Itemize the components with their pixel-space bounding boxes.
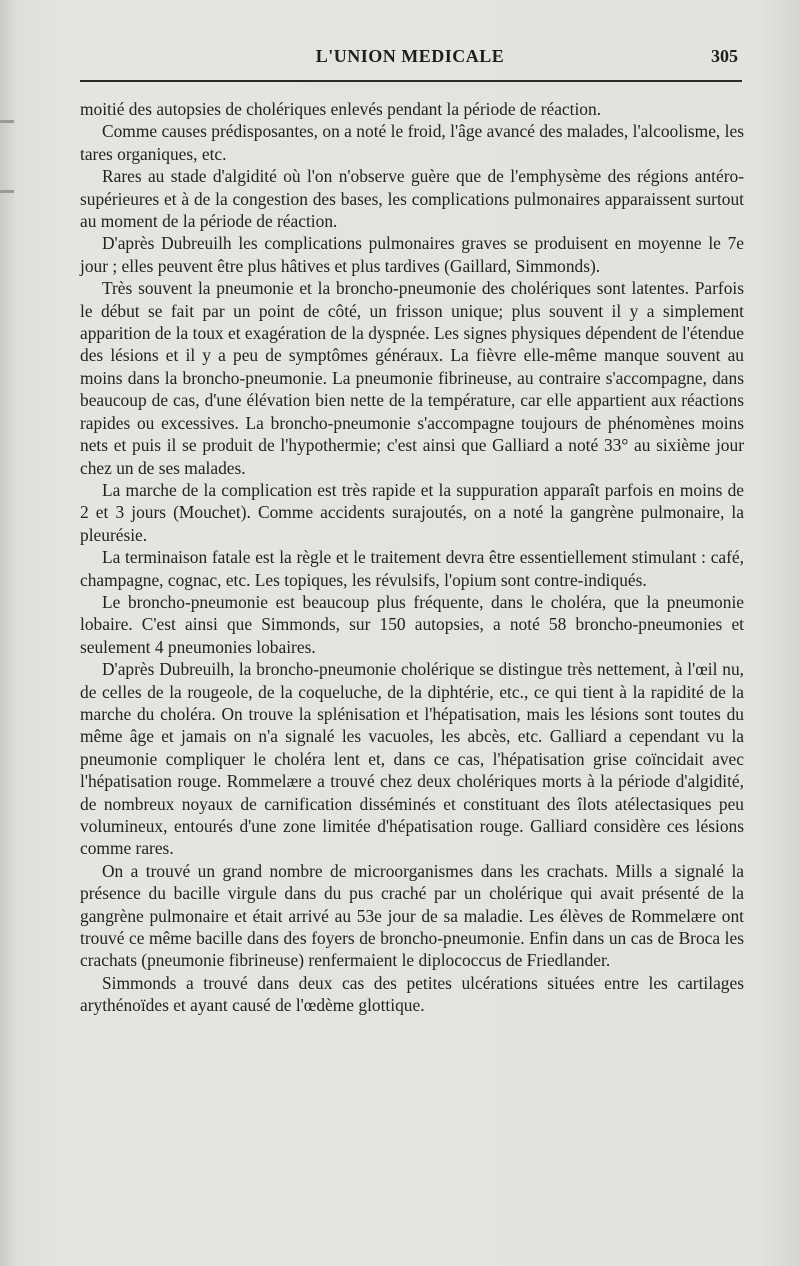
article-body (80, 98, 744, 1017)
paragraph: Le broncho-pneumonie est beaucoup plus fréquente, dans le choléra, que la pneumonie lobaire. C'est ainsi que Simmonds, sur 150 autopsies, a noté 58 broncho-pneumonies et seulement 4 pneumonies lobaires. (80, 591, 744, 657)
page-edge-mark (0, 190, 14, 193)
journal-title: L'UNION MEDICALE (315, 46, 505, 66)
paragraph: Rares au stade d'algidité où l'on n'observe guère que de l'emphysème des régions antéro-supérieures et à de la congestion des bases, les complications pulmonaires apparaissent surtout au moment de la période de réaction. (80, 166, 744, 232)
paragraph: Très souvent la pneumonie et la broncho-pneumonie des cholériques sont latentes. Parfois le début se fait par un point de côté, un frisson unique; plus souvent il y a simplement apparition de la toux et exagération de la dyspnée. Les signes physiques dépendent de l'étendue des lésions et il y a peu de symptômes généraux. La fièvre elle-même manque souvent au moins dans la broncho-pneumonie. La pneumonie fibrineuse, au contraire s'accompagne, dans beaucoup de cas, d'une élévation bien nette de la température, car elle appartient aux réactions rapides ou excessives. La broncho-pneumonie s'accompagne toujours de phénomènes moins nets et puis il se produit de l'hypothermie; c'est ainsi que Galliard a noté 33° au sixième jour chez un de ses malades. (80, 278, 744, 478)
paragraph: La marche de la complication est très rapide et la suppuration apparaît parfois en moins de 2 et 3 jours (Mouchet). Comme accidents surajoutés, on a noté la gangrène pulmonaire, la pleurésie. (80, 479, 744, 545)
paragraph: moitié des autopsies de cholériques enlevés pendant la période de réaction. (80, 99, 602, 119)
running-header (80, 46, 740, 74)
paragraph: D'après Dubreuilh les complications pulmonaires graves se produisent en moyenne le 7e jour ; elles peuvent être plus hâtives et plus tardives (Gaillard, Simmonds). (80, 233, 744, 276)
paragraph: D'après Dubreuilh, la broncho-pneumonie cholérique se distingue très nettement, à l'œil nu, de celles de la rougeole, de la coqueluche, de la diphtérie, etc., ce qui tient à la rapidité de la marche du choléra. On trouve la splénisation et l'hépatisation, mais les lésions sont toutes du même âge et jamais on n'a signalé les vacuoles, les abcès, etc. Galliard a cependant vu la pneumonie compliquer le choléra lent et, dans ce cas, l'hépatisation grise coïncidait avec l'hépatisation rouge. Rommelære a trouvé chez deux cholériques morts à la période d'algidité, de nombreux noyaux de carnification disséminés et constituant des îlots atélectasiques peu volumineux, entourés d'une zone limitée d'hépatisation rouge. Galliard considère ces lésions comme rares. (80, 659, 744, 859)
paragraph: Comme causes prédisposantes, on a noté le froid, l'âge avancé des malades, l'alcoolisme, les tares organiques, etc. (80, 121, 744, 164)
page-number: 305 (711, 46, 738, 66)
paragraph: On a trouvé un grand nombre de microorganismes dans les crachats. Mills a signalé la présence du bacille virgule dans du pus craché par un cholérique qui avait présenté de la gangrène pulmonaire et était arrivé au 53e jour de sa maladie. Les élèves de Rommelære ont trouvé ce même bacille dans des foyers de broncho-pneumonie. Enfin dans un cas de Broca les crachats (pneumonie fibrineuse) renfermaient le diplococcus de Friedlander. (80, 860, 744, 971)
paragraph: Simmonds a trouvé dans deux cas des petites ulcérations situées entre les cartilages arythénoïdes et ayant causé de l'œdème glottique. (80, 972, 744, 1016)
header-rule (80, 80, 742, 82)
page-edge-mark (0, 120, 14, 123)
paragraph: La terminaison fatale est la règle et le traitement devra être essentiellement stimulant : café, champagne, cognac, etc. Les topiques, les révulsifs, l'opium sont contre-indiqués. (80, 547, 744, 590)
